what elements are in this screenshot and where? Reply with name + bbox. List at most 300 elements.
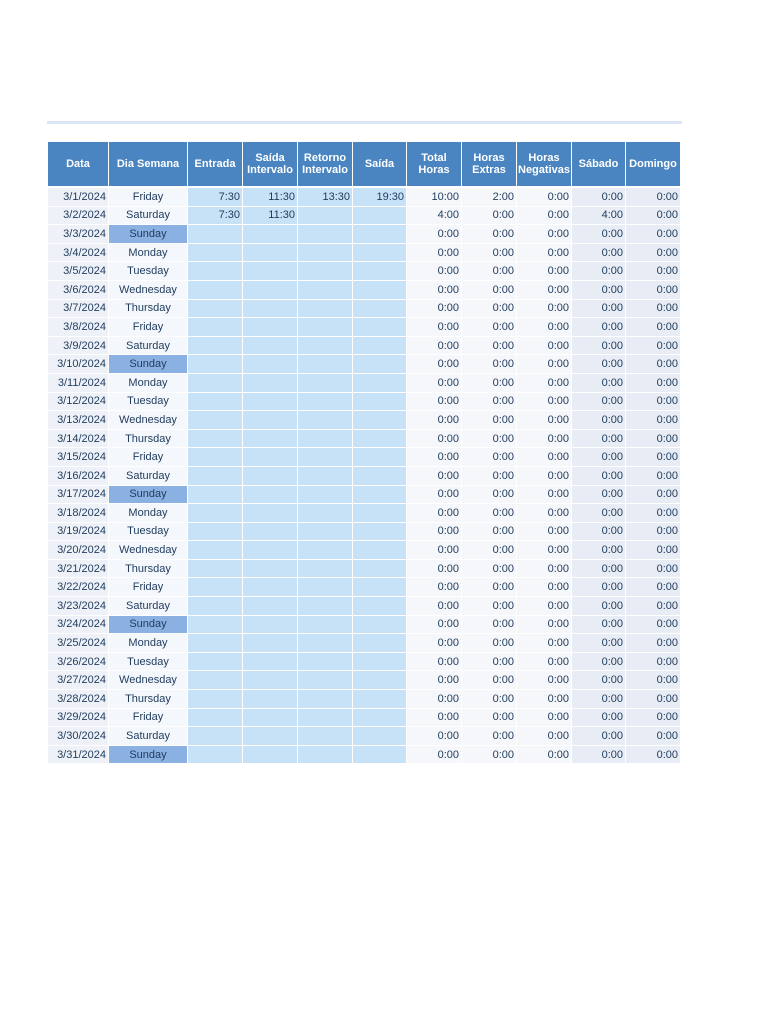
date-cell[interactable]: 3/18/2024 bbox=[48, 504, 109, 523]
weekday-cell[interactable]: Friday bbox=[109, 578, 188, 597]
total-horas-cell[interactable]: 4:00 bbox=[407, 206, 462, 225]
retorno-intervalo-cell[interactable] bbox=[298, 541, 353, 560]
weekday-cell[interactable]: Friday bbox=[109, 708, 188, 727]
saida-intervalo-cell[interactable] bbox=[243, 355, 298, 374]
sabado-cell[interactable]: 0:00 bbox=[572, 280, 626, 299]
saida-intervalo-cell[interactable] bbox=[243, 671, 298, 690]
retorno-intervalo-cell[interactable] bbox=[298, 336, 353, 355]
retorno-intervalo-cell[interactable] bbox=[298, 485, 353, 504]
total-horas-cell[interactable]: 0:00 bbox=[407, 745, 462, 764]
horas-negativas-cell[interactable]: 0:00 bbox=[517, 373, 572, 392]
retorno-intervalo-cell[interactable] bbox=[298, 504, 353, 523]
retorno-intervalo-cell[interactable] bbox=[298, 597, 353, 616]
date-cell[interactable]: 3/11/2024 bbox=[48, 373, 109, 392]
domingo-cell[interactable]: 0:00 bbox=[626, 262, 681, 281]
saida-intervalo-cell[interactable] bbox=[243, 429, 298, 448]
horas-negativas-cell[interactable]: 0:00 bbox=[517, 597, 572, 616]
sabado-cell[interactable]: 0:00 bbox=[572, 299, 626, 318]
total-horas-cell[interactable]: 0:00 bbox=[407, 448, 462, 467]
entrada-cell[interactable] bbox=[188, 708, 243, 727]
horas-negativas-cell[interactable]: 0:00 bbox=[517, 615, 572, 634]
saida-intervalo-cell[interactable] bbox=[243, 597, 298, 616]
saida-intervalo-cell[interactable] bbox=[243, 578, 298, 597]
sabado-cell[interactable]: 0:00 bbox=[572, 466, 626, 485]
sabado-cell[interactable]: 0:00 bbox=[572, 411, 626, 430]
saida-cell[interactable] bbox=[353, 373, 407, 392]
saida-intervalo-cell[interactable] bbox=[243, 485, 298, 504]
horas-extras-cell[interactable]: 0:00 bbox=[462, 690, 517, 709]
horas-negativas-cell[interactable]: 0:00 bbox=[517, 466, 572, 485]
date-cell[interactable]: 3/20/2024 bbox=[48, 541, 109, 560]
saida-cell[interactable] bbox=[353, 708, 407, 727]
horas-negativas-cell[interactable]: 0:00 bbox=[517, 504, 572, 523]
date-cell[interactable]: 3/13/2024 bbox=[48, 411, 109, 430]
entrada-cell[interactable] bbox=[188, 318, 243, 337]
sabado-cell[interactable]: 4:00 bbox=[572, 206, 626, 225]
weekday-cell[interactable]: Sunday bbox=[109, 225, 188, 244]
domingo-cell[interactable]: 0:00 bbox=[626, 597, 681, 616]
horas-extras-cell[interactable]: 0:00 bbox=[462, 299, 517, 318]
retorno-intervalo-cell[interactable] bbox=[298, 466, 353, 485]
saida-intervalo-cell[interactable] bbox=[243, 690, 298, 709]
entrada-cell[interactable] bbox=[188, 280, 243, 299]
entrada-cell[interactable] bbox=[188, 336, 243, 355]
saida-cell[interactable] bbox=[353, 615, 407, 634]
domingo-cell[interactable]: 0:00 bbox=[626, 243, 681, 262]
sabado-cell[interactable]: 0:00 bbox=[572, 448, 626, 467]
horas-negativas-cell[interactable]: 0:00 bbox=[517, 392, 572, 411]
horas-negativas-cell[interactable]: 0:00 bbox=[517, 243, 572, 262]
domingo-cell[interactable]: 0:00 bbox=[626, 318, 681, 337]
entrada-cell[interactable] bbox=[188, 578, 243, 597]
weekday-cell[interactable]: Thursday bbox=[109, 690, 188, 709]
horas-negativas-cell[interactable]: 0:00 bbox=[517, 727, 572, 746]
saida-intervalo-cell[interactable] bbox=[243, 318, 298, 337]
horas-extras-cell[interactable]: 0:00 bbox=[462, 485, 517, 504]
saida-cell[interactable] bbox=[353, 504, 407, 523]
saida-cell[interactable] bbox=[353, 225, 407, 244]
header-data[interactable]: Data bbox=[48, 142, 109, 188]
date-cell[interactable]: 3/21/2024 bbox=[48, 559, 109, 578]
horas-negativas-cell[interactable]: 0:00 bbox=[517, 187, 572, 206]
entrada-cell[interactable] bbox=[188, 448, 243, 467]
date-cell[interactable]: 3/31/2024 bbox=[48, 745, 109, 764]
retorno-intervalo-cell[interactable] bbox=[298, 522, 353, 541]
sabado-cell[interactable]: 0:00 bbox=[572, 708, 626, 727]
horas-extras-cell[interactable]: 0:00 bbox=[462, 504, 517, 523]
horas-negativas-cell[interactable]: 0:00 bbox=[517, 485, 572, 504]
entrada-cell[interactable] bbox=[188, 411, 243, 430]
entrada-cell[interactable]: 7:30 bbox=[188, 206, 243, 225]
domingo-cell[interactable]: 0:00 bbox=[626, 466, 681, 485]
domingo-cell[interactable]: 0:00 bbox=[626, 336, 681, 355]
sabado-cell[interactable]: 0:00 bbox=[572, 578, 626, 597]
retorno-intervalo-cell[interactable]: 13:30 bbox=[298, 187, 353, 206]
entrada-cell[interactable] bbox=[188, 522, 243, 541]
weekday-cell[interactable]: Saturday bbox=[109, 727, 188, 746]
horas-extras-cell[interactable]: 0:00 bbox=[462, 355, 517, 374]
saida-cell[interactable] bbox=[353, 466, 407, 485]
sabado-cell[interactable]: 0:00 bbox=[572, 485, 626, 504]
retorno-intervalo-cell[interactable] bbox=[298, 578, 353, 597]
horas-extras-cell[interactable]: 0:00 bbox=[462, 522, 517, 541]
weekday-cell[interactable]: Saturday bbox=[109, 597, 188, 616]
entrada-cell[interactable] bbox=[188, 429, 243, 448]
total-horas-cell[interactable]: 0:00 bbox=[407, 522, 462, 541]
horas-extras-cell[interactable]: 0:00 bbox=[462, 615, 517, 634]
weekday-cell[interactable]: Friday bbox=[109, 448, 188, 467]
horas-extras-cell[interactable]: 0:00 bbox=[462, 336, 517, 355]
saida-cell[interactable] bbox=[353, 690, 407, 709]
saida-intervalo-cell[interactable] bbox=[243, 392, 298, 411]
date-cell[interactable]: 3/12/2024 bbox=[48, 392, 109, 411]
retorno-intervalo-cell[interactable] bbox=[298, 243, 353, 262]
saida-cell[interactable] bbox=[353, 634, 407, 653]
retorno-intervalo-cell[interactable] bbox=[298, 671, 353, 690]
horas-negativas-cell[interactable]: 0:00 bbox=[517, 652, 572, 671]
saida-intervalo-cell[interactable] bbox=[243, 727, 298, 746]
domingo-cell[interactable]: 0:00 bbox=[626, 355, 681, 374]
entrada-cell[interactable] bbox=[188, 634, 243, 653]
saida-cell[interactable] bbox=[353, 671, 407, 690]
horas-negativas-cell[interactable]: 0:00 bbox=[517, 448, 572, 467]
horas-extras-cell[interactable]: 0:00 bbox=[462, 448, 517, 467]
date-cell[interactable]: 3/9/2024 bbox=[48, 336, 109, 355]
saida-intervalo-cell[interactable] bbox=[243, 262, 298, 281]
horas-negativas-cell[interactable]: 0:00 bbox=[517, 634, 572, 653]
retorno-intervalo-cell[interactable] bbox=[298, 559, 353, 578]
domingo-cell[interactable]: 0:00 bbox=[626, 541, 681, 560]
retorno-intervalo-cell[interactable] bbox=[298, 429, 353, 448]
date-cell[interactable]: 3/22/2024 bbox=[48, 578, 109, 597]
sabado-cell[interactable]: 0:00 bbox=[572, 690, 626, 709]
domingo-cell[interactable]: 0:00 bbox=[626, 280, 681, 299]
retorno-intervalo-cell[interactable] bbox=[298, 206, 353, 225]
date-cell[interactable]: 3/24/2024 bbox=[48, 615, 109, 634]
total-horas-cell[interactable]: 0:00 bbox=[407, 727, 462, 746]
entrada-cell[interactable] bbox=[188, 559, 243, 578]
sabado-cell[interactable]: 0:00 bbox=[572, 745, 626, 764]
domingo-cell[interactable]: 0:00 bbox=[626, 411, 681, 430]
retorno-intervalo-cell[interactable] bbox=[298, 615, 353, 634]
total-horas-cell[interactable]: 0:00 bbox=[407, 225, 462, 244]
weekday-cell[interactable]: Thursday bbox=[109, 299, 188, 318]
date-cell[interactable]: 3/29/2024 bbox=[48, 708, 109, 727]
entrada-cell[interactable] bbox=[188, 690, 243, 709]
entrada-cell[interactable] bbox=[188, 225, 243, 244]
entrada-cell[interactable] bbox=[188, 355, 243, 374]
horas-extras-cell[interactable]: 0:00 bbox=[462, 634, 517, 653]
saida-intervalo-cell[interactable] bbox=[243, 615, 298, 634]
horas-extras-cell[interactable]: 0:00 bbox=[462, 597, 517, 616]
total-horas-cell[interactable]: 0:00 bbox=[407, 299, 462, 318]
saida-intervalo-cell[interactable] bbox=[243, 280, 298, 299]
entrada-cell[interactable] bbox=[188, 373, 243, 392]
horas-negativas-cell[interactable]: 0:00 bbox=[517, 355, 572, 374]
domingo-cell[interactable]: 0:00 bbox=[626, 504, 681, 523]
saida-cell[interactable] bbox=[353, 280, 407, 299]
header-saida[interactable]: Saída bbox=[353, 142, 407, 188]
weekday-cell[interactable]: Monday bbox=[109, 243, 188, 262]
sabado-cell[interactable]: 0:00 bbox=[572, 243, 626, 262]
total-horas-cell[interactable]: 0:00 bbox=[407, 578, 462, 597]
horas-negativas-cell[interactable]: 0:00 bbox=[517, 336, 572, 355]
date-cell[interactable]: 3/10/2024 bbox=[48, 355, 109, 374]
horas-negativas-cell[interactable]: 0:00 bbox=[517, 690, 572, 709]
saida-cell[interactable] bbox=[353, 206, 407, 225]
domingo-cell[interactable]: 0:00 bbox=[626, 429, 681, 448]
saida-intervalo-cell[interactable] bbox=[243, 652, 298, 671]
total-horas-cell[interactable]: 0:00 bbox=[407, 355, 462, 374]
domingo-cell[interactable]: 0:00 bbox=[626, 187, 681, 206]
domingo-cell[interactable]: 0:00 bbox=[626, 485, 681, 504]
weekday-cell[interactable]: Sunday bbox=[109, 485, 188, 504]
domingo-cell[interactable]: 0:00 bbox=[626, 708, 681, 727]
saida-intervalo-cell[interactable] bbox=[243, 504, 298, 523]
date-cell[interactable]: 3/8/2024 bbox=[48, 318, 109, 337]
weekday-cell[interactable]: Tuesday bbox=[109, 652, 188, 671]
retorno-intervalo-cell[interactable] bbox=[298, 634, 353, 653]
retorno-intervalo-cell[interactable] bbox=[298, 745, 353, 764]
entrada-cell[interactable] bbox=[188, 466, 243, 485]
header-saida-intervalo[interactable]: Saída Intervalo bbox=[243, 142, 298, 188]
entrada-cell[interactable] bbox=[188, 727, 243, 746]
sabado-cell[interactable]: 0:00 bbox=[572, 336, 626, 355]
horas-extras-cell[interactable]: 0:00 bbox=[462, 466, 517, 485]
entrada-cell[interactable] bbox=[188, 652, 243, 671]
saida-intervalo-cell[interactable] bbox=[243, 373, 298, 392]
domingo-cell[interactable]: 0:00 bbox=[626, 652, 681, 671]
domingo-cell[interactable]: 0:00 bbox=[626, 299, 681, 318]
domingo-cell[interactable]: 0:00 bbox=[626, 206, 681, 225]
date-cell[interactable]: 3/23/2024 bbox=[48, 597, 109, 616]
retorno-intervalo-cell[interactable] bbox=[298, 373, 353, 392]
horas-negativas-cell[interactable]: 0:00 bbox=[517, 429, 572, 448]
total-horas-cell[interactable]: 0:00 bbox=[407, 243, 462, 262]
saida-intervalo-cell[interactable] bbox=[243, 336, 298, 355]
header-retorno-intervalo[interactable]: Retorno Intervalo bbox=[298, 142, 353, 188]
sabado-cell[interactable]: 0:00 bbox=[572, 504, 626, 523]
saida-cell[interactable] bbox=[353, 411, 407, 430]
entrada-cell[interactable] bbox=[188, 504, 243, 523]
horas-extras-cell[interactable]: 0:00 bbox=[462, 708, 517, 727]
horas-extras-cell[interactable]: 0:00 bbox=[462, 671, 517, 690]
sabado-cell[interactable]: 0:00 bbox=[572, 522, 626, 541]
total-horas-cell[interactable]: 0:00 bbox=[407, 411, 462, 430]
horas-negativas-cell[interactable]: 0:00 bbox=[517, 522, 572, 541]
saida-intervalo-cell[interactable] bbox=[243, 522, 298, 541]
horas-extras-cell[interactable]: 0:00 bbox=[462, 206, 517, 225]
entrada-cell[interactable] bbox=[188, 262, 243, 281]
date-cell[interactable]: 3/30/2024 bbox=[48, 727, 109, 746]
domingo-cell[interactable]: 0:00 bbox=[626, 745, 681, 764]
header-entrada[interactable]: Entrada bbox=[188, 142, 243, 188]
total-horas-cell[interactable]: 0:00 bbox=[407, 541, 462, 560]
saida-cell[interactable] bbox=[353, 578, 407, 597]
total-horas-cell[interactable]: 0:00 bbox=[407, 318, 462, 337]
total-horas-cell[interactable]: 0:00 bbox=[407, 671, 462, 690]
weekday-cell[interactable]: Saturday bbox=[109, 206, 188, 225]
weekday-cell[interactable]: Saturday bbox=[109, 466, 188, 485]
domingo-cell[interactable]: 0:00 bbox=[626, 392, 681, 411]
weekday-cell[interactable]: Wednesday bbox=[109, 411, 188, 430]
saida-cell[interactable] bbox=[353, 318, 407, 337]
total-horas-cell[interactable]: 0:00 bbox=[407, 615, 462, 634]
horas-negativas-cell[interactable]: 0:00 bbox=[517, 225, 572, 244]
saida-cell[interactable] bbox=[353, 727, 407, 746]
weekday-cell[interactable]: Wednesday bbox=[109, 671, 188, 690]
horas-extras-cell[interactable]: 0:00 bbox=[462, 727, 517, 746]
horas-negativas-cell[interactable]: 0:00 bbox=[517, 280, 572, 299]
saida-cell[interactable] bbox=[353, 355, 407, 374]
date-cell[interactable]: 3/25/2024 bbox=[48, 634, 109, 653]
entrada-cell[interactable] bbox=[188, 299, 243, 318]
entrada-cell[interactable] bbox=[188, 541, 243, 560]
horas-extras-cell[interactable]: 0:00 bbox=[462, 411, 517, 430]
date-cell[interactable]: 3/27/2024 bbox=[48, 671, 109, 690]
saida-intervalo-cell[interactable] bbox=[243, 299, 298, 318]
total-horas-cell[interactable]: 0:00 bbox=[407, 559, 462, 578]
sabado-cell[interactable]: 0:00 bbox=[572, 429, 626, 448]
horas-negativas-cell[interactable]: 0:00 bbox=[517, 318, 572, 337]
horas-extras-cell[interactable]: 0:00 bbox=[462, 225, 517, 244]
saida-cell[interactable] bbox=[353, 597, 407, 616]
header-sabado[interactable]: Sábado bbox=[572, 142, 626, 188]
horas-negativas-cell[interactable]: 0:00 bbox=[517, 541, 572, 560]
saida-cell[interactable] bbox=[353, 299, 407, 318]
date-cell[interactable]: 3/1/2024 bbox=[48, 187, 109, 206]
retorno-intervalo-cell[interactable] bbox=[298, 727, 353, 746]
weekday-cell[interactable]: Tuesday bbox=[109, 392, 188, 411]
header-total-horas[interactable]: Total Horas bbox=[407, 142, 462, 188]
saida-cell[interactable] bbox=[353, 485, 407, 504]
weekday-cell[interactable]: Monday bbox=[109, 373, 188, 392]
horas-negativas-cell[interactable]: 0:00 bbox=[517, 671, 572, 690]
sabado-cell[interactable]: 0:00 bbox=[572, 615, 626, 634]
total-horas-cell[interactable]: 10:00 bbox=[407, 187, 462, 206]
weekday-cell[interactable]: Tuesday bbox=[109, 522, 188, 541]
domingo-cell[interactable]: 0:00 bbox=[626, 727, 681, 746]
domingo-cell[interactable]: 0:00 bbox=[626, 671, 681, 690]
saida-intervalo-cell[interactable] bbox=[243, 745, 298, 764]
header-dia-semana[interactable]: Dia Semana bbox=[109, 142, 188, 188]
horas-extras-cell[interactable]: 0:00 bbox=[462, 280, 517, 299]
sabado-cell[interactable]: 0:00 bbox=[572, 671, 626, 690]
domingo-cell[interactable]: 0:00 bbox=[626, 578, 681, 597]
saida-intervalo-cell[interactable] bbox=[243, 411, 298, 430]
weekday-cell[interactable]: Monday bbox=[109, 634, 188, 653]
total-horas-cell[interactable]: 0:00 bbox=[407, 504, 462, 523]
total-horas-cell[interactable]: 0:00 bbox=[407, 373, 462, 392]
saida-intervalo-cell[interactable] bbox=[243, 634, 298, 653]
entrada-cell[interactable] bbox=[188, 485, 243, 504]
weekday-cell[interactable]: Saturday bbox=[109, 336, 188, 355]
date-cell[interactable]: 3/26/2024 bbox=[48, 652, 109, 671]
horas-negativas-cell[interactable]: 0:00 bbox=[517, 411, 572, 430]
domingo-cell[interactable]: 0:00 bbox=[626, 373, 681, 392]
retorno-intervalo-cell[interactable] bbox=[298, 280, 353, 299]
date-cell[interactable]: 3/15/2024 bbox=[48, 448, 109, 467]
sabado-cell[interactable]: 0:00 bbox=[572, 225, 626, 244]
horas-negativas-cell[interactable]: 0:00 bbox=[517, 708, 572, 727]
total-horas-cell[interactable]: 0:00 bbox=[407, 392, 462, 411]
retorno-intervalo-cell[interactable] bbox=[298, 690, 353, 709]
saida-cell[interactable] bbox=[353, 262, 407, 281]
sabado-cell[interactable]: 0:00 bbox=[572, 187, 626, 206]
sabado-cell[interactable]: 0:00 bbox=[572, 355, 626, 374]
entrada-cell[interactable] bbox=[188, 745, 243, 764]
date-cell[interactable]: 3/28/2024 bbox=[48, 690, 109, 709]
total-horas-cell[interactable]: 0:00 bbox=[407, 280, 462, 299]
date-cell[interactable]: 3/6/2024 bbox=[48, 280, 109, 299]
saida-cell[interactable] bbox=[353, 652, 407, 671]
sabado-cell[interactable]: 0:00 bbox=[572, 727, 626, 746]
entrada-cell[interactable] bbox=[188, 392, 243, 411]
saida-intervalo-cell[interactable] bbox=[243, 243, 298, 262]
total-horas-cell[interactable]: 0:00 bbox=[407, 634, 462, 653]
horas-negativas-cell[interactable]: 0:00 bbox=[517, 578, 572, 597]
saida-intervalo-cell[interactable] bbox=[243, 448, 298, 467]
sabado-cell[interactable]: 0:00 bbox=[572, 597, 626, 616]
domingo-cell[interactable]: 0:00 bbox=[626, 634, 681, 653]
retorno-intervalo-cell[interactable] bbox=[298, 225, 353, 244]
total-horas-cell[interactable]: 0:00 bbox=[407, 336, 462, 355]
horas-extras-cell[interactable]: 0:00 bbox=[462, 745, 517, 764]
date-cell[interactable]: 3/7/2024 bbox=[48, 299, 109, 318]
domingo-cell[interactable]: 0:00 bbox=[626, 615, 681, 634]
weekday-cell[interactable]: Wednesday bbox=[109, 541, 188, 560]
total-horas-cell[interactable]: 0:00 bbox=[407, 262, 462, 281]
saida-cell[interactable]: 19:30 bbox=[353, 187, 407, 206]
saida-intervalo-cell[interactable] bbox=[243, 466, 298, 485]
header-horas-extras[interactable]: Horas Extras bbox=[462, 142, 517, 188]
saida-cell[interactable] bbox=[353, 541, 407, 560]
retorno-intervalo-cell[interactable] bbox=[298, 392, 353, 411]
retorno-intervalo-cell[interactable] bbox=[298, 411, 353, 430]
horas-extras-cell[interactable]: 0:00 bbox=[462, 429, 517, 448]
domingo-cell[interactable]: 0:00 bbox=[626, 559, 681, 578]
weekday-cell[interactable]: Friday bbox=[109, 187, 188, 206]
horas-extras-cell[interactable]: 0:00 bbox=[462, 318, 517, 337]
weekday-cell[interactable]: Monday bbox=[109, 504, 188, 523]
saida-cell[interactable] bbox=[353, 559, 407, 578]
date-cell[interactable]: 3/5/2024 bbox=[48, 262, 109, 281]
total-horas-cell[interactable]: 0:00 bbox=[407, 597, 462, 616]
retorno-intervalo-cell[interactable] bbox=[298, 708, 353, 727]
domingo-cell[interactable]: 0:00 bbox=[626, 522, 681, 541]
retorno-intervalo-cell[interactable] bbox=[298, 652, 353, 671]
retorno-intervalo-cell[interactable] bbox=[298, 262, 353, 281]
saida-intervalo-cell[interactable]: 11:30 bbox=[243, 187, 298, 206]
sabado-cell[interactable]: 0:00 bbox=[572, 373, 626, 392]
date-cell[interactable]: 3/16/2024 bbox=[48, 466, 109, 485]
sabado-cell[interactable]: 0:00 bbox=[572, 262, 626, 281]
domingo-cell[interactable]: 0:00 bbox=[626, 225, 681, 244]
saida-intervalo-cell[interactable] bbox=[243, 708, 298, 727]
sabado-cell[interactable]: 0:00 bbox=[572, 318, 626, 337]
horas-negativas-cell[interactable]: 0:00 bbox=[517, 559, 572, 578]
horas-extras-cell[interactable]: 0:00 bbox=[462, 392, 517, 411]
saida-intervalo-cell[interactable] bbox=[243, 541, 298, 560]
retorno-intervalo-cell[interactable] bbox=[298, 448, 353, 467]
saida-cell[interactable] bbox=[353, 745, 407, 764]
entrada-cell[interactable]: 7:30 bbox=[188, 187, 243, 206]
weekday-cell[interactable]: Friday bbox=[109, 318, 188, 337]
weekday-cell[interactable]: Wednesday bbox=[109, 280, 188, 299]
horas-extras-cell[interactable]: 0:00 bbox=[462, 373, 517, 392]
saida-cell[interactable] bbox=[353, 336, 407, 355]
total-horas-cell[interactable]: 0:00 bbox=[407, 690, 462, 709]
